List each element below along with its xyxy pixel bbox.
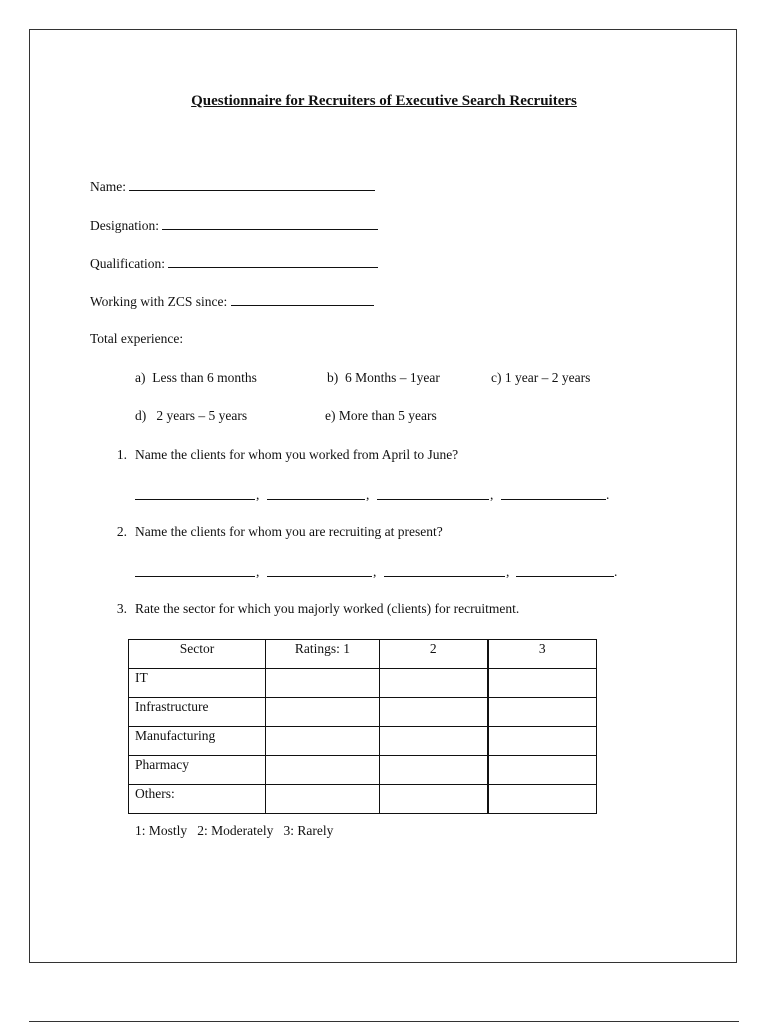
experience-option-a[interactable]: a) Less than 6 months xyxy=(135,370,257,385)
separator: , xyxy=(373,564,377,579)
header-rating-3: 3 xyxy=(488,640,597,669)
answer-line[interactable] xyxy=(501,499,606,500)
sector-cell: Manufacturing xyxy=(129,727,266,756)
question-number: 1. xyxy=(116,447,127,462)
qualification-blank[interactable] xyxy=(168,254,378,268)
table-row xyxy=(129,727,597,756)
table-row xyxy=(129,669,597,698)
page-bottom-rule xyxy=(29,1021,739,1022)
designation-field xyxy=(90,216,378,234)
name-blank[interactable] xyxy=(129,177,375,191)
working-since-blank[interactable] xyxy=(231,292,374,306)
rating-cell[interactable] xyxy=(266,727,380,756)
designation-label: Designation: xyxy=(90,218,159,233)
answer-line[interactable] xyxy=(135,576,255,577)
separator: , xyxy=(506,564,510,579)
rating-cell[interactable] xyxy=(266,756,380,785)
name-label: Name: xyxy=(90,179,126,194)
table-header-row xyxy=(129,640,597,669)
question-text: Name the clients for whom you worked from April to June? xyxy=(135,447,459,462)
table-row xyxy=(129,785,597,814)
separator: , xyxy=(490,487,494,502)
designation-blank[interactable] xyxy=(162,216,378,230)
rating-cell[interactable] xyxy=(266,698,380,727)
rating-table xyxy=(128,639,597,814)
question-number: 3. xyxy=(116,601,127,616)
answer-line[interactable] xyxy=(135,499,255,500)
qualification-label: Qualification: xyxy=(90,256,165,271)
question-text: Rate the sector for which you majorly worked (clients) for recruitment. xyxy=(135,601,520,616)
sector-cell: Others: xyxy=(129,785,266,814)
answer-line[interactable] xyxy=(267,499,365,500)
rating-cell[interactable] xyxy=(266,669,380,698)
separator: . xyxy=(606,487,610,502)
rating-cell[interactable] xyxy=(380,669,488,698)
rating-cell[interactable] xyxy=(488,669,597,698)
qualification-field xyxy=(90,254,378,272)
question-2 xyxy=(105,524,443,540)
rating-cell[interactable] xyxy=(488,698,597,727)
working-since-field xyxy=(90,292,374,310)
experience-option-b[interactable]: b) 6 Months – 1year xyxy=(327,370,440,385)
question-text: Name the clients for whom you are recruiting at present? xyxy=(135,524,443,539)
separator: . xyxy=(614,564,618,579)
experience-option-e[interactable]: e) More than 5 years xyxy=(325,408,437,423)
question-1 xyxy=(105,447,458,463)
experience-option-d[interactable]: d) 2 years – 5 years xyxy=(135,408,248,423)
separator: , xyxy=(256,487,260,502)
rating-cell[interactable] xyxy=(380,727,488,756)
rating-cell[interactable] xyxy=(266,785,380,814)
rating-cell[interactable] xyxy=(380,698,488,727)
name-field xyxy=(90,177,375,195)
table-row xyxy=(129,756,597,785)
answer-line[interactable] xyxy=(516,576,614,577)
separator: , xyxy=(366,487,370,502)
header-sector: Sector xyxy=(129,640,266,669)
table-row xyxy=(129,698,597,727)
question-number: 2. xyxy=(116,524,127,539)
answer-line[interactable] xyxy=(384,576,505,577)
total-experience-label: Total experience: xyxy=(90,331,184,346)
rating-cell[interactable] xyxy=(488,756,597,785)
question-3 xyxy=(105,601,519,617)
header-rating-2: 2 xyxy=(380,640,488,669)
rating-cell[interactable] xyxy=(380,756,488,785)
header-rating-1: Ratings: 1 xyxy=(266,640,380,669)
experience-option-c[interactable]: c) 1 year – 2 years xyxy=(491,370,591,385)
document-title: Questionnaire for Recruiters of Executive Search Recruiters xyxy=(191,93,577,109)
working-since-label: Working with ZCS since: xyxy=(90,294,228,309)
rating-legend: 1: Mostly 2: Moderately 3: Rarely xyxy=(135,823,334,838)
sector-cell: IT xyxy=(129,669,266,698)
sector-cell: Infrastructure xyxy=(129,698,266,727)
rating-cell[interactable] xyxy=(488,785,597,814)
sector-cell: Pharmacy xyxy=(129,756,266,785)
rating-cell[interactable] xyxy=(488,727,597,756)
answer-line[interactable] xyxy=(377,499,489,500)
rating-cell[interactable] xyxy=(380,785,488,814)
separator: , xyxy=(256,564,260,579)
answer-line[interactable] xyxy=(267,576,372,577)
